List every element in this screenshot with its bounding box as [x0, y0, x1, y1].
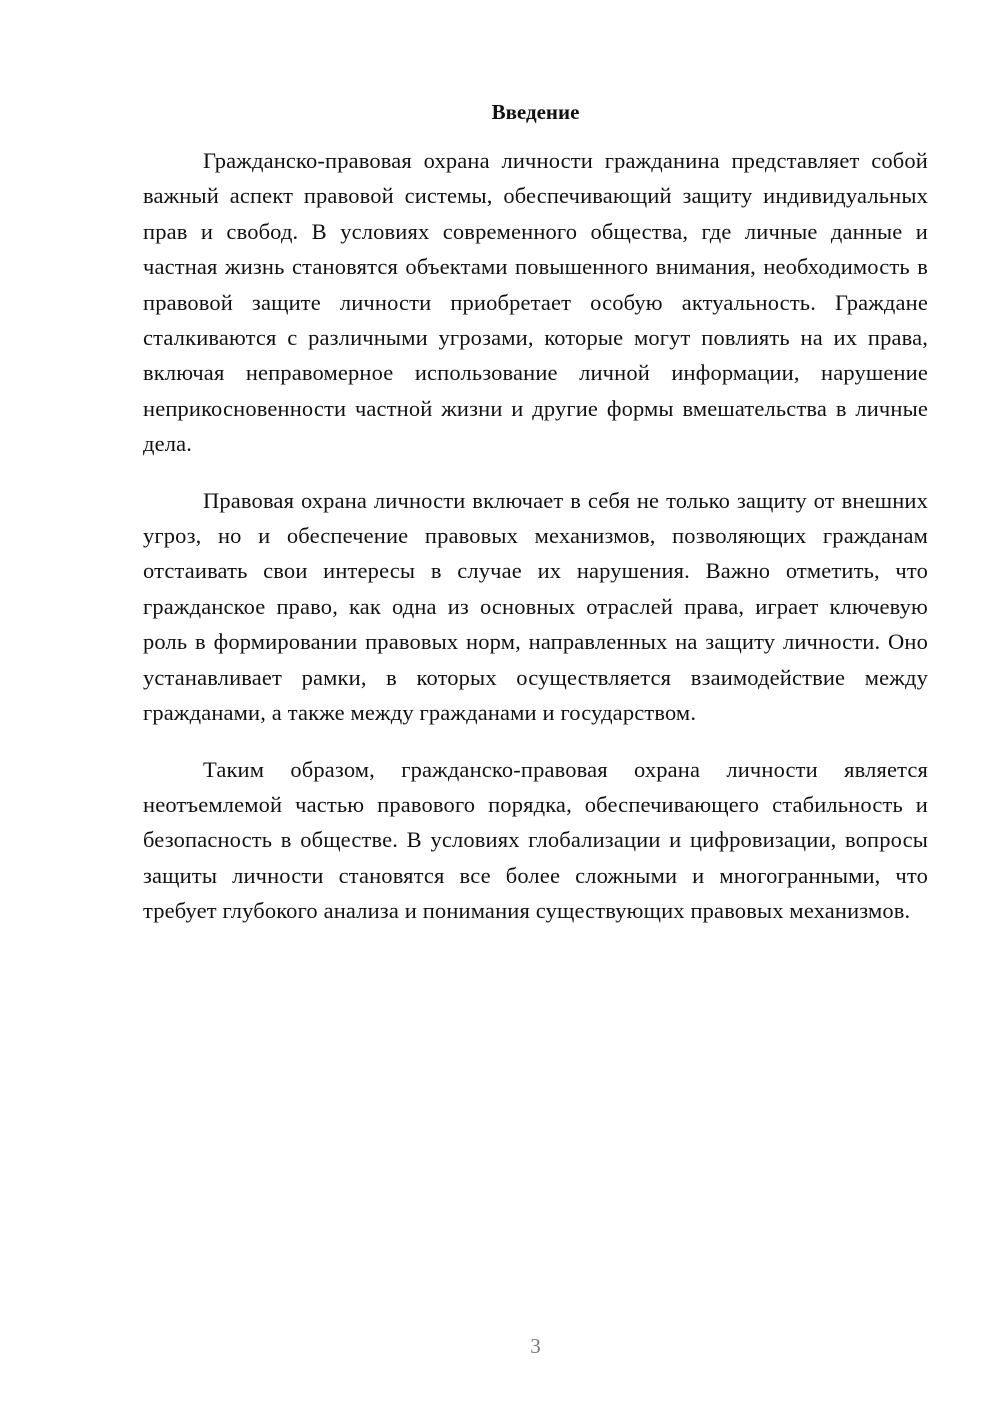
paragraph-3: Таким образом, гражданско-правовая охрана личности является неотъемлемой частью правового порядка, обеспечивающего стабильность и безопасность в обществе. В условиях глобализации и цифровизации, вопросы защиты личности становятся все более сложными и многогранными, что требует глубокого анализа и понимания существующих правовых механизмов. [143, 756, 928, 924]
section-title: Введение [491, 100, 580, 124]
paragraph-2: Правовая охрана личности включает в себя не только защиту от внешних угроз, но и обеспечение правовых механизмов, позволяющих гражданам отстаивать свои интересы в случае их нарушения. Важно отметить, что гражданское право, как одна из основных отраслей права, играет ключевую роль в формировании правовых норм, направленных на защиту личности. Оно устанавливает рамки, в которых осуществляется взаимодействие между гражданами, а также между гражданами и государством. [143, 487, 928, 726]
page-number: 3 [530, 1334, 541, 1358]
body-text [143, 143, 928, 950]
paragraph-1: Гражданско-правовая охрана личности гражданина представляет собой важный аспект правовой системы, обеспечивающий защиту индивидуальных прав и свобод. В условиях современного общества, где личные данные и частная жизнь становятся объектами повышенного внимания, необходимость в правовой защите личности приобретает особую актуальность. Граждане сталкиваются с различными угрозами, которые могут повлиять на их права, включая неправомерное использование личной информации, нарушение неприкосновенности частной жизни и другие формы вмешательства в личные дела. [143, 148, 928, 457]
